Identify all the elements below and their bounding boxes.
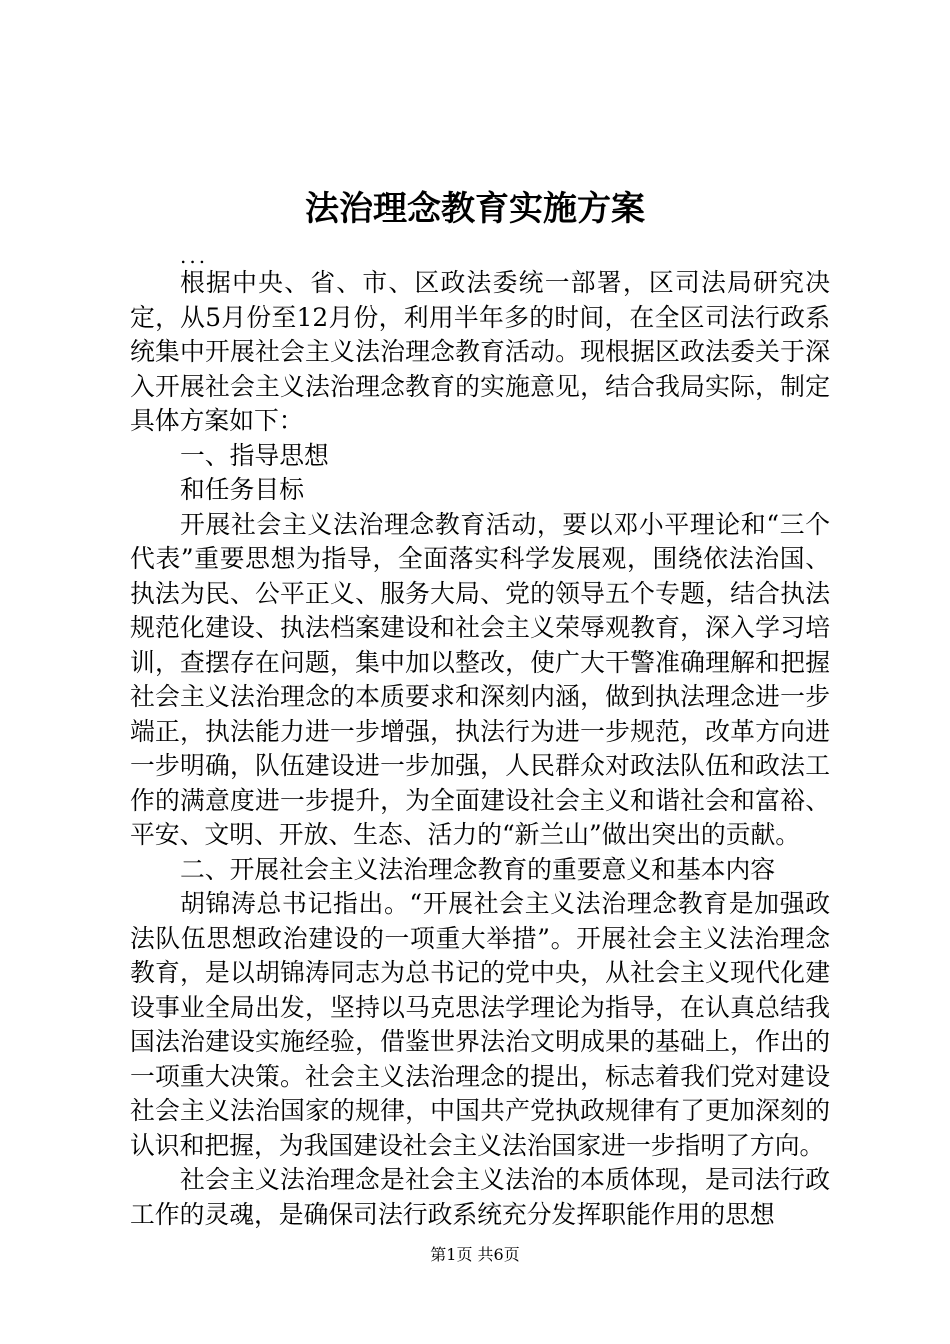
paragraph-guiding-thought: 开展社会主义法治理念教育活动，要以邓小平理论和“三个代表”重要思想为指导，全面落实科学发展观，围绕依法治国、执法为民、公平正义、服务大局、党的领导五个专题，结合执法规范化建设、执法档案建设和社会主义荣辱观教育，深入学习培训，查摆存在问题，集中加以整改，使广大干警准确理解和把握社会主义法治理念的本质要求和深刻内涵，做到执法理念进一步端正，执法能力进一步增强，执法行为进一步规范，改革方向进一步明确，队伍建设进一步加强，人民群众对政法队伍和政法工作的满意度进一步提升，为全面建设社会主义和谐社会和富裕、平安、文明、开放、生态、活力的“新兰山”做出突出的贡献。 <box>130 509 830 849</box>
paragraph-intro: 根据中央、省、市、区政法委统一部署，区司法局研究决定，从5月份至12月份，利用半年多的时间，在全区司法行政系统集中开展社会主义法治理念教育活动。现根据区政法委关于深入开展社会主义法治理念教育的实施意见，结合我局实际，制定具体方案如下： <box>130 268 830 435</box>
document-body <box>130 266 830 1232</box>
ellipsis-marker: ... <box>180 244 209 268</box>
section-heading-2: 二、开展社会主义法治理念教育的重要意义和基本内容 <box>180 854 776 884</box>
paragraph-significance: 胡锦涛总书记指出。“开展社会主义法治理念教育是加强政法队伍思想政治建设的一项重大举措”。开展社会主义法治理念教育，是以胡锦涛同志为总书记的党中央，从社会主义现代化建设事业全局出发，坚持以马克思法学理论为指导，在认真总结我国法治建设实施经验，借鉴世界法治文明成果的基础上，作出的一项重大决策。社会主义法治理念的提出，标志着我们党对建设社会主义法治国家的规律，中国共产党执政规律有了更加深刻的认识和把握，为我国建设社会主义法治国家进一步指明了方向。 <box>130 889 830 1160</box>
page-title: 法治理念教育实施方案 <box>305 189 645 229</box>
section-heading-1: 一、指导思想 <box>180 440 329 470</box>
page-number-footer: 第1页 共6页 <box>430 1245 520 1264</box>
paragraph-essence: 社会主义法治理念是社会主义法治的本质体现，是司法行政工作的灵魂，是确保司法行政系统充分发挥职能作用的思想 <box>130 1165 830 1229</box>
section-heading-1-continued: 和任务目标 <box>180 475 304 504</box>
